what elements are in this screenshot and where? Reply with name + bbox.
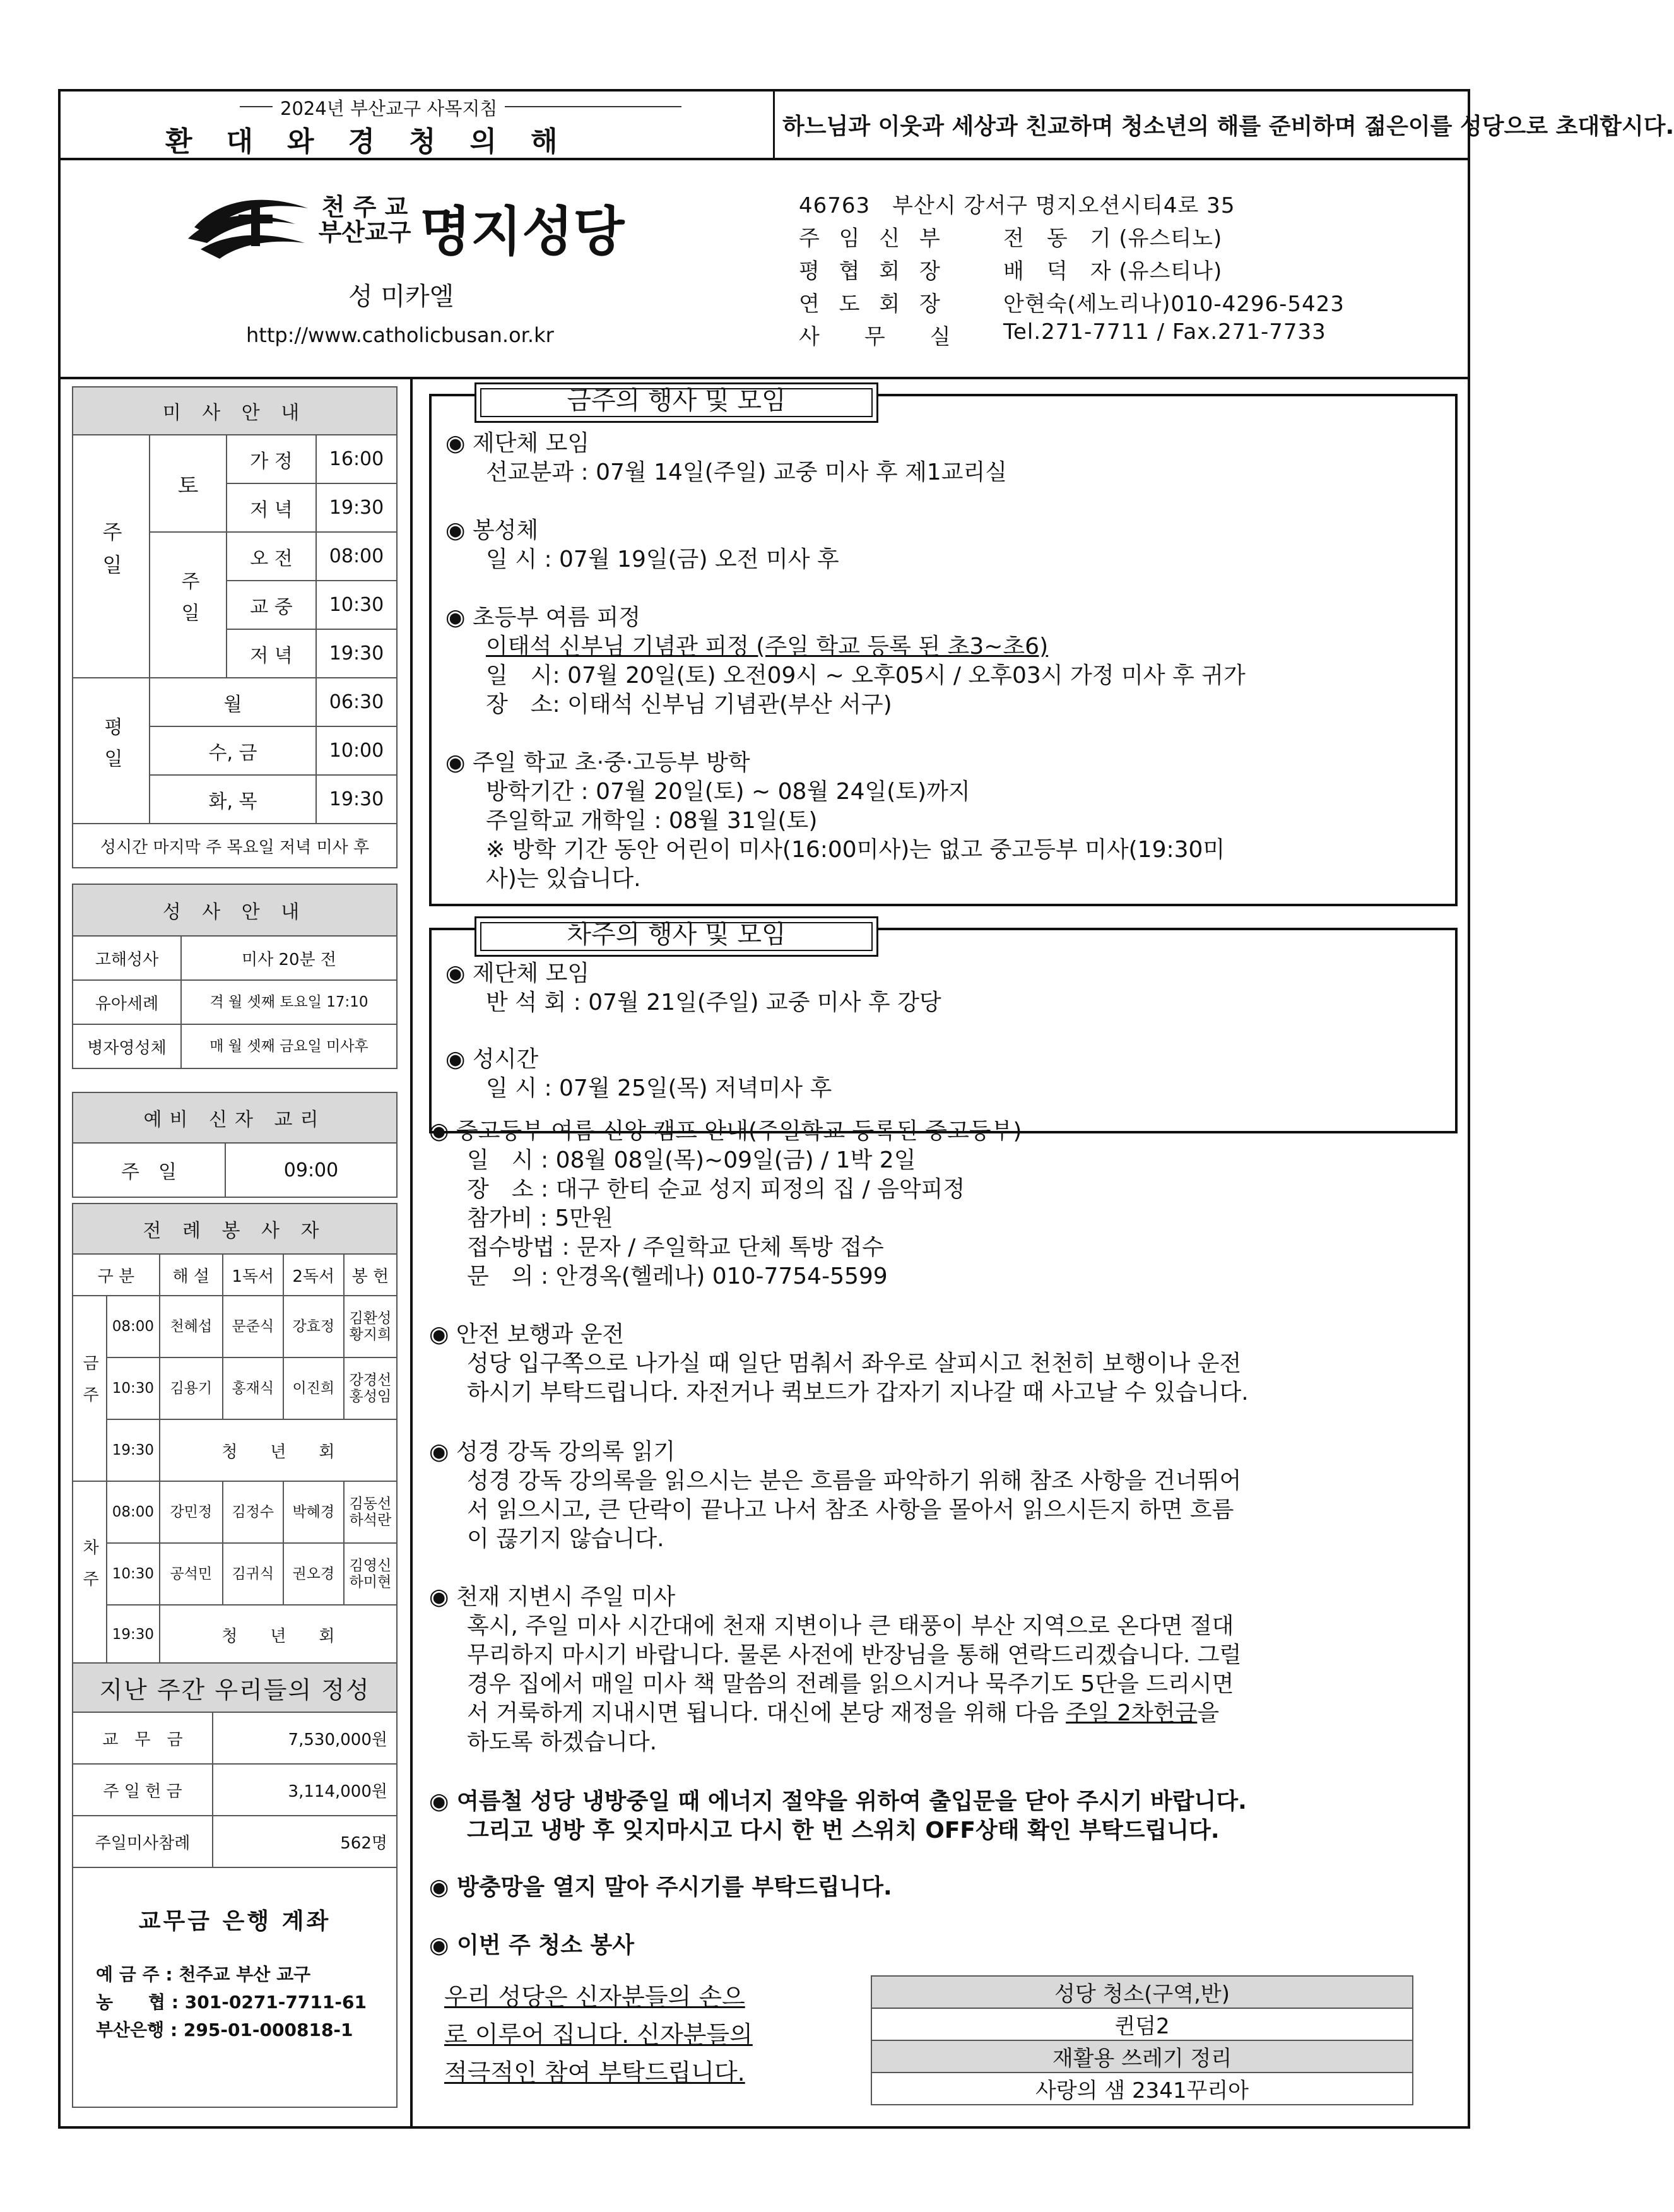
league-label: 연 도 회 장 [799,292,946,317]
sunday-day-label: 주일 [150,532,227,678]
header-vertical-divider [773,89,775,158]
server-name: 강민정 [160,1481,223,1543]
church-logo-icon [182,189,314,265]
offering-table [72,1662,398,2108]
server-name: 강효정 [283,1296,344,1357]
council-label: 평 협 회 장 [799,259,946,284]
server-time: 19:30 [107,1605,160,1664]
camp-line: 접수방법 : 문자 / 주일학교 단체 톡방 접수 [467,1234,884,1260]
servers-header: 구 분 [73,1254,160,1296]
event-head: ◉ 초등부 여름 피정 [445,605,641,630]
mass-title: 미 사 안 내 [73,387,397,435]
disaster-line: 무리하지 마시기 바랍니다. 물론 사전에 반장님을 통해 연락드리겠습니다. 그럴 [467,1642,1242,1668]
cleaning-cell: 퀸덤2 [871,2008,1413,2040]
sacrament-value: 매 월 셋째 금요일 미사후 [181,1024,397,1068]
server-name: 강경선 [349,1372,392,1388]
mass-row-label: 저 녁 [227,483,316,532]
server-name: 김영신 [349,1558,392,1574]
office-label: 사 무 실 [799,324,952,350]
mass-row-time: 19:30 [316,629,397,678]
bible-line: 이 끊기지 않습니다. [467,1526,664,1552]
sacrament-label: 고해성사 [73,936,181,980]
event-line: 선교분과 : 07월 14일(주일) 교중 미사 후 제1교리실 [486,459,1008,485]
safety-line: 성당 입구쪽으로 나가실 때 일단 멈춰서 좌우로 살피시고 천천히 보행이나 운전 [467,1351,1242,1376]
server-name: 하미현 [349,1574,392,1590]
server-time: 19:30 [107,1419,160,1481]
cleaning-cell: 재활용 쓰레기 정리 [871,2040,1413,2073]
event-head: ◉ 성시간 [445,1046,539,1072]
sacrament-label: 유아세례 [73,980,181,1024]
server-name: 권오경 [283,1543,344,1605]
server-name: 이진희 [283,1357,344,1419]
event-line: 일 시 : 07월 25일(목) 저녁미사 후 [486,1075,832,1101]
bank-busan: 부산은행 : 295-01-000818-1 [96,2020,353,2040]
event-line: 반 석 회 : 07월 21일(주일) 교중 미사 후 강당 [486,990,941,1015]
screen-notice: ◉ 방충망을 열지 말아 주시기를 부탁드립니다. [429,1874,892,1900]
offering-label: 교 무 금 [73,1712,213,1764]
catechumen-title: 예비 신자 교리 [73,1092,397,1143]
church-address: 46763 부산시 강서구 명지오션시티4로 35 [799,193,1235,218]
event-line: 주일학교 개학일 : 08월 31일(토) [486,808,818,834]
this-week-label: 금주 [73,1296,107,1481]
event-line: 방학기간 : 07월 20일(토) ~ 08월 24일(토)까지 [486,779,970,805]
disaster-line: 하도록 하겠습니다. [467,1729,657,1755]
server-name: 황지희 [349,1327,392,1343]
camp-line: 문 의 : 안경옥(헬레나) 010-7754-5599 [467,1263,888,1289]
youth-group: 청 년 회 [160,1605,397,1664]
cleaning-table [871,1975,1413,2105]
mass-row-label: 교 중 [227,581,316,629]
this-week-title: 금주의 행사 및 모임 [567,386,786,415]
event-line: 장 소: 이태석 신부님 기념관(부산 서구) [486,692,892,718]
servers-title: 전 례 봉 사 자 [73,1204,397,1254]
weekday-day: 수, 금 [150,726,316,775]
bible-head: ◉ 성경 강독 강의록 읽기 [429,1439,676,1465]
weekday-day: 월 [150,678,316,726]
mass-row-label: 오 전 [227,532,316,581]
server-name: 공석민 [160,1543,223,1605]
servers-table [72,1203,398,1665]
event-head: ◉ 봉성체 [445,518,539,543]
office-contacts: Tel.271-7711 / Fax.271-7733 [1003,319,1326,345]
server-time: 08:00 [107,1481,160,1543]
bible-line: 서 읽으시고, 큰 단락이 끝나고 나서 참조 사항을 몰아서 읽으시든지 하면 흐름 [467,1497,1234,1523]
catechumen-time: 09:00 [225,1143,397,1197]
slogan: 하느님과 이웃과 세상과 친교하며 청소년의 해를 준비하며 젊은이를 성당으로 초대합시다. [782,114,1674,139]
offering-value: 562명 [213,1816,397,1867]
server-name: 김정수 [223,1481,283,1543]
mass-row-time: 19:30 [316,483,397,532]
second-collection-emphasis: 주일 2차헌금 [1066,1700,1198,1726]
mass-row-time: 16:00 [316,435,397,483]
church-name: 명지성당 [420,201,625,263]
event-line: 일 시 : 07월 19일(금) 오전 미사 후 [486,547,839,572]
event-line: 일 시: 07월 20일(토) 오전09시 ~ 오후05시 / 오후03시 가정 미사 후 귀가 [486,663,1246,689]
bank-nh: 농 협 : 301-0271-7711-61 [96,1992,367,2013]
mass-row-time: 08:00 [316,532,397,581]
offering-title: 지난 주간 우리들의 정성 [73,1663,397,1712]
safety-line: 하시기 부탁드립니다. 자전거나 퀵보드가 갑자기 지나갈 때 사고날 수 있습니다. [467,1380,1249,1405]
camp-line: 장 소 : 대구 한티 순교 성지 피정의 집 / 음악피정 [467,1176,965,1202]
event-line: 사)는 있습니다. [486,866,641,892]
server-name: 김용기 [160,1357,223,1419]
catechumen-table [72,1092,398,1198]
weekday-label: 평일 [73,678,150,824]
mass-row-label: 가 정 [227,435,316,483]
year-theme: 환대와경청의해 [165,126,592,158]
this-week-title-box [474,382,878,423]
catechumen-day: 주 일 [73,1143,225,1197]
weekday-time: 19:30 [316,775,397,824]
sacrament-table [72,884,398,1069]
cleaning-cell: 성당 청소(구역,반) [871,1976,1413,2008]
mass-row-label: 저 녁 [227,629,316,678]
mass-row-time: 10:30 [316,581,397,629]
next-week-title-box [474,916,878,957]
safety-head: ◉ 안전 보행과 운전 [429,1322,625,1347]
offering-label: 주 일 헌 금 [73,1764,213,1816]
cleaning-text-3: 적극적인 참여 부탁드립니다. [444,2059,745,2086]
servers-header: 1독서 [223,1254,283,1296]
patron-saint: 성 미카엘 [348,282,454,311]
saturday-label: 토 [150,435,227,532]
sunday-label: 주일 [73,435,150,678]
council-name: 배 덕 자 (유스티나) [1003,259,1223,284]
sacrament-label: 병자영성체 [73,1024,181,1068]
next-week-label: 차주 [73,1481,107,1664]
server-name: 홍재식 [223,1357,283,1419]
server-name: 김환성 [349,1310,392,1327]
column-divider [410,379,413,2128]
disaster-line-with-emphasis: 서 거룩하게 지내시면 됩니다. 대신에 본당 재정을 위해 다음 주일 2차헌금을 [467,1700,1220,1726]
camp-line: 일 시 : 08월 08일(목)~09일(금) / 1박 2일 [467,1147,916,1173]
cleaning-text-1: 우리 성당은 신자분들의 손으 [444,1983,745,2011]
cleaning-cell: 사랑의 샘 2341꾸리아 [871,2073,1413,2105]
church-url[interactable]: http://www.catholicbusan.or.kr [246,323,554,347]
offering-label: 주일미사참례 [73,1816,213,1867]
year-policy: 2024년 부산교구 사목지침 [273,95,505,121]
weekday-time: 06:30 [316,678,397,726]
pastor-label: 주 임 신 부 [799,226,946,251]
church-sub-line1: 천 주 교 [321,193,408,221]
mass-table [72,386,398,868]
event-line: ※ 방학 기간 동안 어린이 미사(16:00미사)는 없고 중고등부 미사(19:30미 [486,837,1225,863]
servers-header: 2독서 [283,1254,344,1296]
server-time: 10:30 [107,1357,160,1419]
sacrament-title: 성 사 안 내 [73,884,397,936]
event-sub: 이태석 신부님 기념관 피정 (주일 학교 등록 된 초3~초6) [486,634,1049,659]
youth-group: 청 년 회 [160,1419,397,1481]
league-name: 안현숙(세노리나)010-4296-5423 [1003,292,1345,317]
camp-head: ◉ 중고등부 여름 신앙 캠프 안내(주일학교 등록된 중고등부) [429,1118,1022,1144]
sacrament-value: 미사 20분 전 [181,936,397,980]
server-time: 08:00 [107,1296,160,1357]
server-name: 하석란 [349,1512,392,1529]
cleaning-head: ◉ 이번 주 청소 봉사 [429,1932,634,1958]
server-name: 문준식 [223,1296,283,1357]
holy-hour-note: 성시간 마지막 주 목요일 저녁 미사 후 [73,824,397,868]
server-name: 박혜경 [283,1481,344,1543]
event-head: ◉ 제단체 모임 [445,430,590,456]
weekday-day: 화, 목 [150,775,316,824]
bible-line: 성경 강독 강의록을 읽으시는 분은 흐름을 파악하기 위해 참조 사항을 건너뛰어 [467,1468,1242,1494]
offering-value: 7,530,000원 [213,1712,397,1764]
energy-notice-2: 그리고 냉방 후 잊지마시고 다시 한 번 스위치 OFF상태 확인 부탁드립니다. [467,1818,1220,1843]
servers-header: 해 설 [160,1254,223,1296]
bank-holder: 예 금 주 : 천주교 부산 교구 [96,1964,311,1985]
offering-value: 3,114,000원 [213,1764,397,1816]
event-head: ◉ 제단체 모임 [445,961,590,986]
event-head: ◉ 주일 학교 초·중·고등부 방학 [445,750,750,776]
energy-notice-1: ◉ 여름철 성당 냉방중일 때 에너지 절약을 위하여 출입문을 닫아 주시기 바랍니다. [429,1789,1247,1814]
server-name: 홍성임 [349,1388,392,1405]
weekday-time: 10:00 [316,726,397,775]
server-name: 김동선 [349,1496,392,1512]
cleaning-text-2: 로 이루어 집니다. 신자분들의 [444,2021,753,2049]
sacrament-value: 격 월 셋째 토요일 17:10 [181,980,397,1024]
church-sub-line2: 부산교구 [318,218,411,246]
camp-line: 참가비 : 5만원 [467,1205,613,1231]
disaster-line: 혹시, 주일 미사 시간대에 천재 지변이나 큰 태풍이 부산 지역으로 온다면 절대 [467,1613,1234,1639]
server-time: 10:30 [107,1543,160,1605]
body-divider [58,377,1470,379]
pastor-name: 전 동 기 (유스티노) [1003,226,1223,251]
servers-header: 봉 헌 [344,1254,397,1296]
server-name: 김귀식 [223,1543,283,1605]
disaster-head: ◉ 천재 지변시 주일 미사 [429,1584,676,1610]
server-name: 천혜섭 [160,1296,223,1357]
bank-title: 교무금 은행 계좌 [138,1908,331,1934]
next-week-title: 차주의 행사 및 모임 [567,920,786,949]
disaster-line: 경우 집에서 매일 미사 책 말씀의 전례를 읽으시거나 묵주기도 5단을 드리시면 [467,1671,1234,1697]
